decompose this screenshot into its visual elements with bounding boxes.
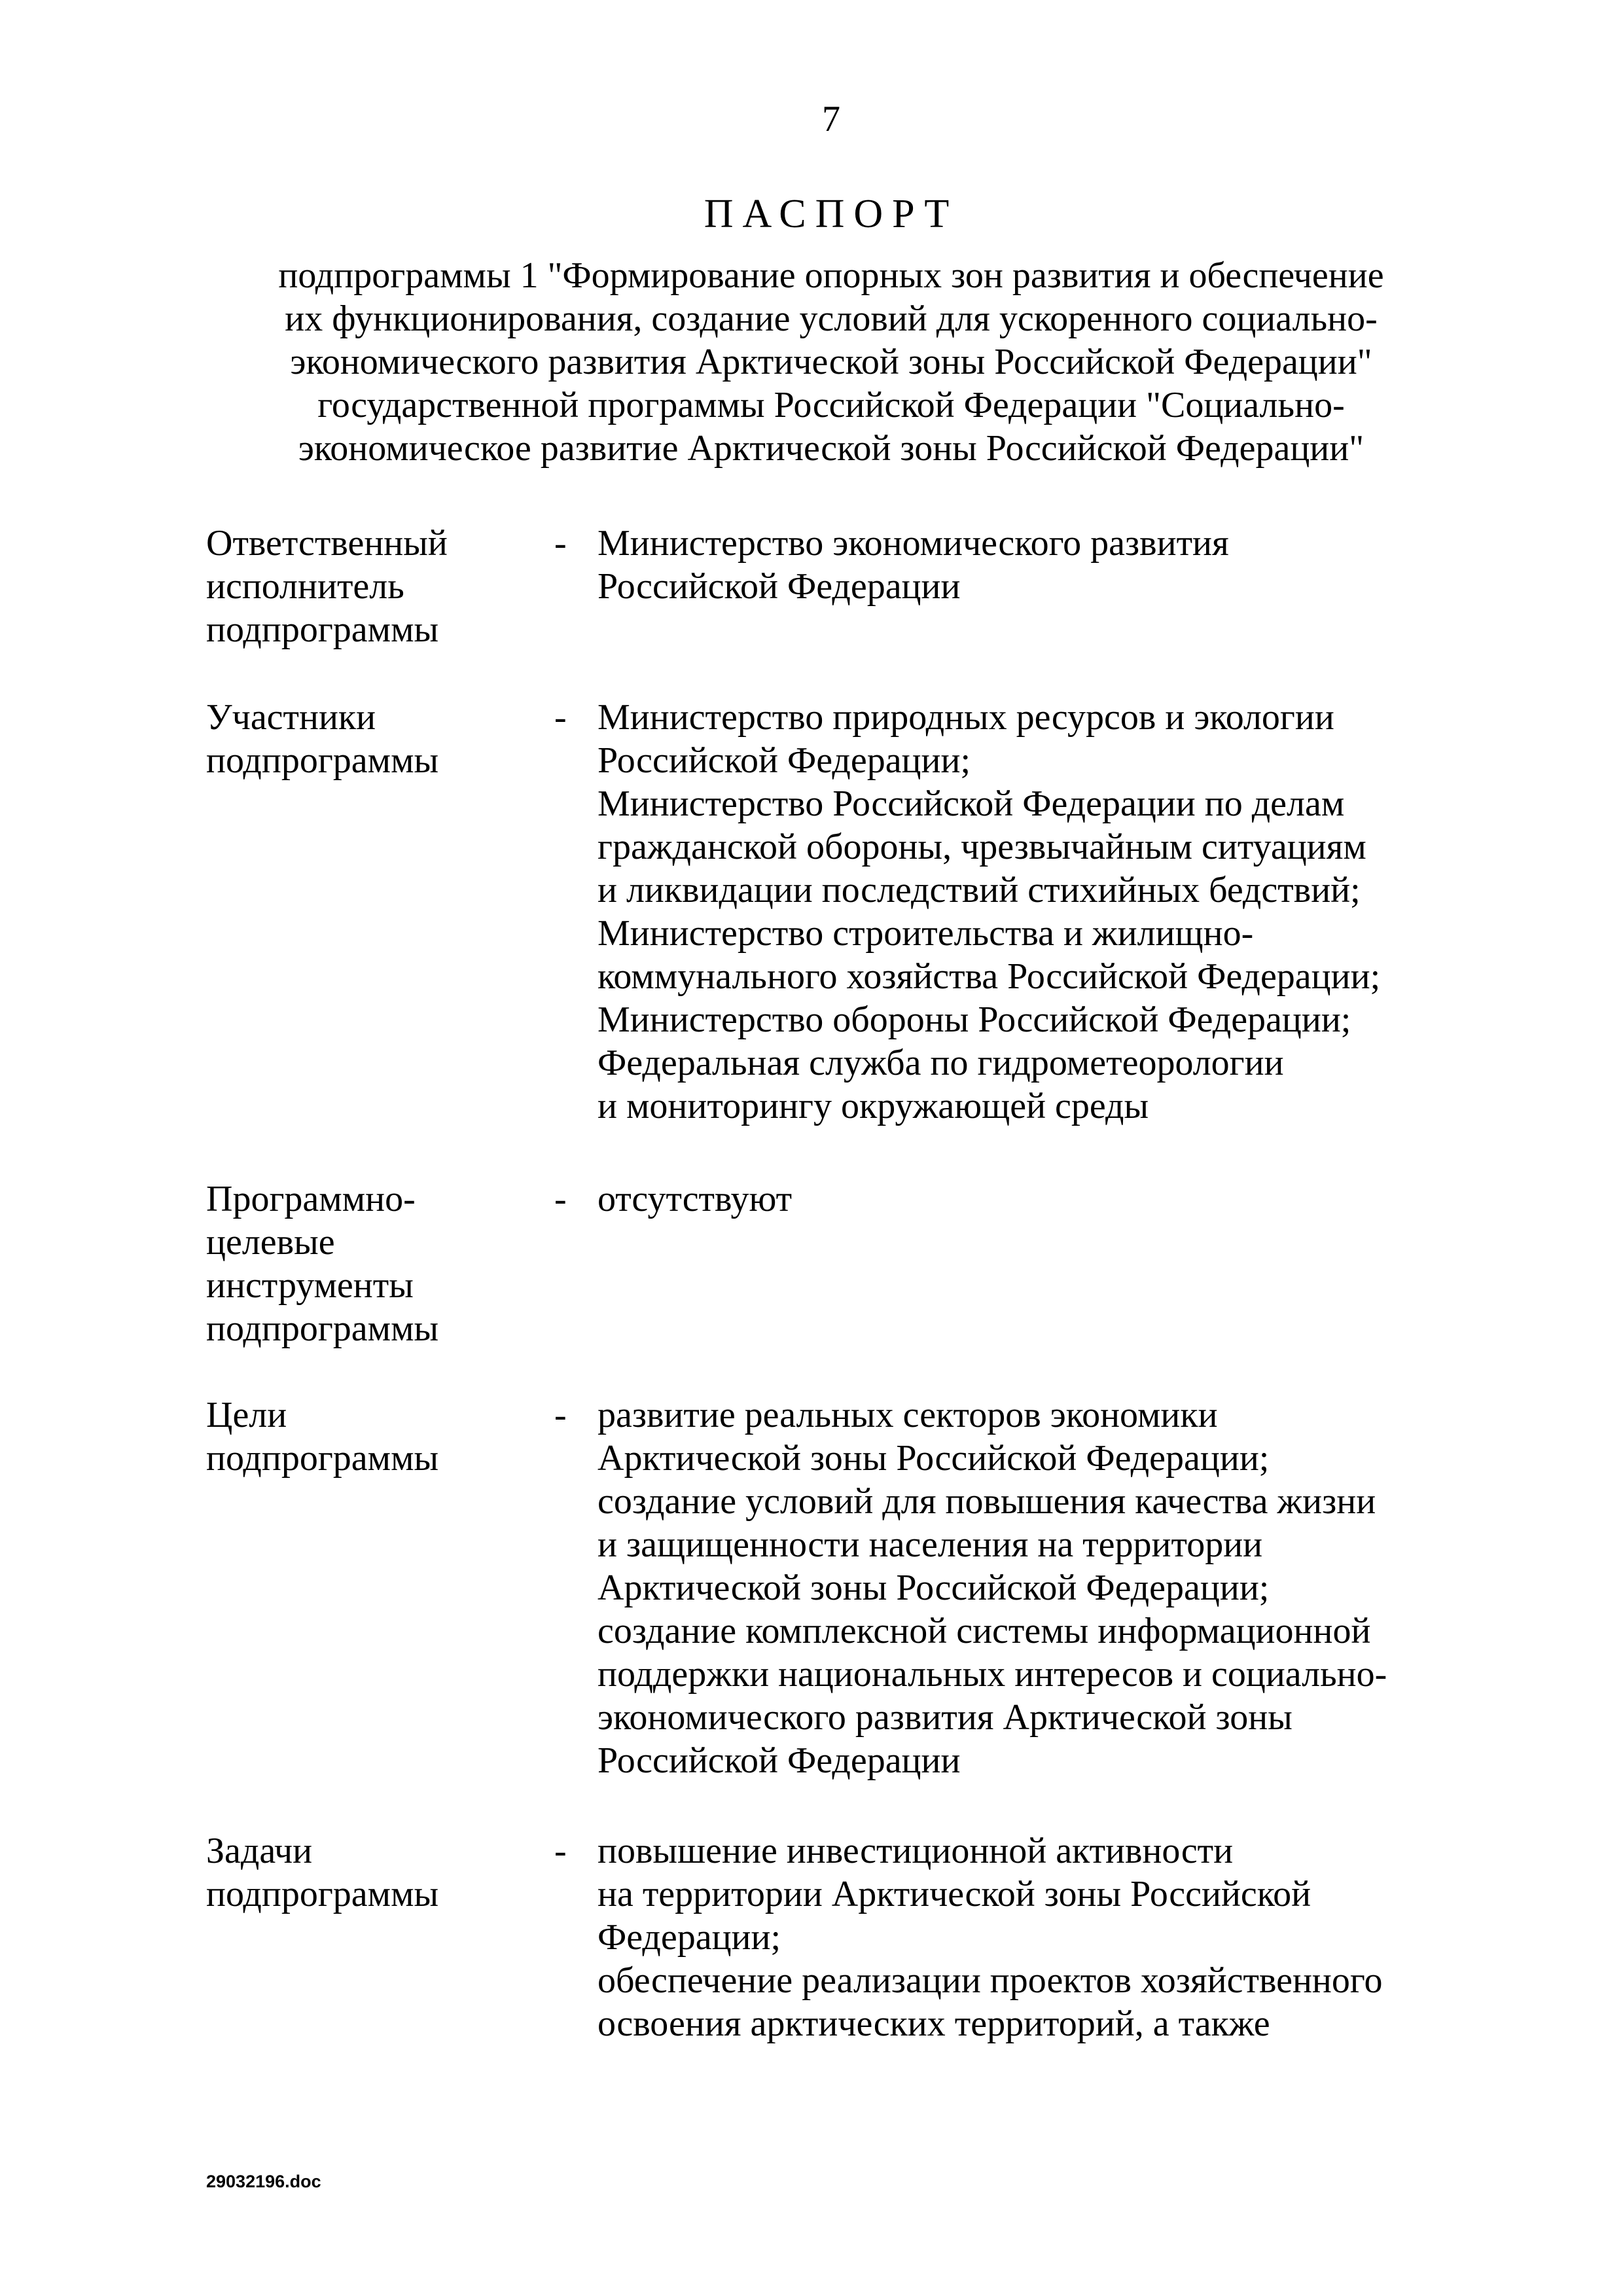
- value-line: обеспечение реализации проектов хозяйственного: [597, 1960, 1383, 2001]
- label-line: подпрограммы: [206, 1874, 439, 1914]
- label-line: исполнитель: [206, 566, 404, 607]
- row-dash: -: [554, 697, 567, 738]
- label-line: подпрограммы: [206, 1438, 439, 1479]
- value-line: и мониторингу окружающей среды: [597, 1086, 1149, 1126]
- value-line: Российской Федерации;: [597, 740, 971, 781]
- value-line: Федеральная служба по гидрометеорологии: [597, 1043, 1284, 1083]
- label-line: подпрограммы: [206, 740, 439, 781]
- value-line: и ликвидации последствий стихийных бедствий;: [597, 870, 1361, 910]
- row-label: [206, 522, 533, 651]
- row-value: [597, 522, 1514, 608]
- value-line: Арктической зоны Российской Федерации;: [597, 1568, 1270, 1608]
- row-value: [597, 1177, 1514, 1221]
- row-label: [206, 1177, 533, 1350]
- subtitle-line: экономического развития Арктической зоны Российской Федерации": [290, 342, 1372, 382]
- value-line: Российской Федерации: [597, 566, 961, 607]
- row-dash: -: [554, 1831, 567, 1871]
- row-dash: -: [554, 523, 567, 564]
- value-line: коммунального хозяйства Российской Федерации;: [597, 956, 1381, 997]
- page-number: 7: [822, 99, 840, 139]
- value-line: освоения арктических территорий, а также: [597, 2003, 1270, 2044]
- row-value: [597, 696, 1514, 1128]
- row-dash: -: [554, 1179, 567, 1219]
- label-line: Цели: [206, 1395, 287, 1435]
- label-line: целевые: [206, 1222, 335, 1263]
- subtitle-line: государственной программы Российской Федерации "Социально-: [317, 385, 1345, 425]
- value-line: отсутствуют: [597, 1179, 793, 1219]
- subtitle-line: экономическое развитие Арктической зоны Российской Федерации": [298, 428, 1364, 469]
- label-line: Ответственный: [206, 523, 448, 564]
- value-line: экономического развития Арктической зоны: [597, 1697, 1293, 1738]
- row-label: [206, 1393, 533, 1480]
- value-line: Российской Федерации: [597, 1740, 961, 1781]
- label-line: Программно-: [206, 1179, 416, 1219]
- row-label: [206, 696, 533, 782]
- subtitle-line: подпрограммы 1 "Формирование опорных зон развития и обеспечение: [278, 255, 1384, 296]
- value-line: Министерство обороны Российской Федерации;: [597, 999, 1351, 1040]
- document-subtitle: [216, 254, 1446, 470]
- value-line: на территории Арктической зоны Российской: [597, 1874, 1311, 1914]
- value-line: повышение инвестиционной активности: [597, 1831, 1234, 1871]
- value-line: Министерство природных ресурсов и экологии: [597, 697, 1334, 738]
- row-value: [597, 1393, 1514, 1782]
- value-line: поддержки национальных интересов и социально-: [597, 1654, 1387, 1695]
- label-line: Задачи: [206, 1831, 313, 1871]
- label-line: инструменты: [206, 1265, 414, 1306]
- subtitle-line: их функционирования, создание условий для ускоренного социально-: [285, 298, 1378, 339]
- value-line: Министерство Российской Федерации по делам: [597, 783, 1345, 824]
- value-line: Федерации;: [597, 1917, 781, 1958]
- label-line: Участники: [206, 697, 376, 738]
- value-line: создание условий для повышения качества жизни: [597, 1481, 1376, 1522]
- document-title: ПАСПОРТ: [704, 192, 959, 236]
- value-line: развитие реальных секторов экономики: [597, 1395, 1218, 1435]
- value-line: и защищенности населения на территории: [597, 1524, 1263, 1565]
- label-line: подпрограммы: [206, 609, 439, 650]
- value-line: Арктической зоны Российской Федерации;: [597, 1438, 1270, 1479]
- row-value: [597, 1829, 1514, 2045]
- value-line: создание комплексной системы информационной: [597, 1611, 1371, 1651]
- document-file-code: 29032196.doc: [206, 2172, 321, 2191]
- label-line: подпрограммы: [206, 1308, 439, 1349]
- row-label: [206, 1829, 533, 1916]
- value-line: Министерство экономического развития: [597, 523, 1229, 564]
- value-line: гражданской обороны, чрезвычайным ситуациям: [597, 827, 1366, 867]
- row-dash: -: [554, 1395, 567, 1435]
- value-line: Министерство строительства и жилищно-: [597, 913, 1254, 954]
